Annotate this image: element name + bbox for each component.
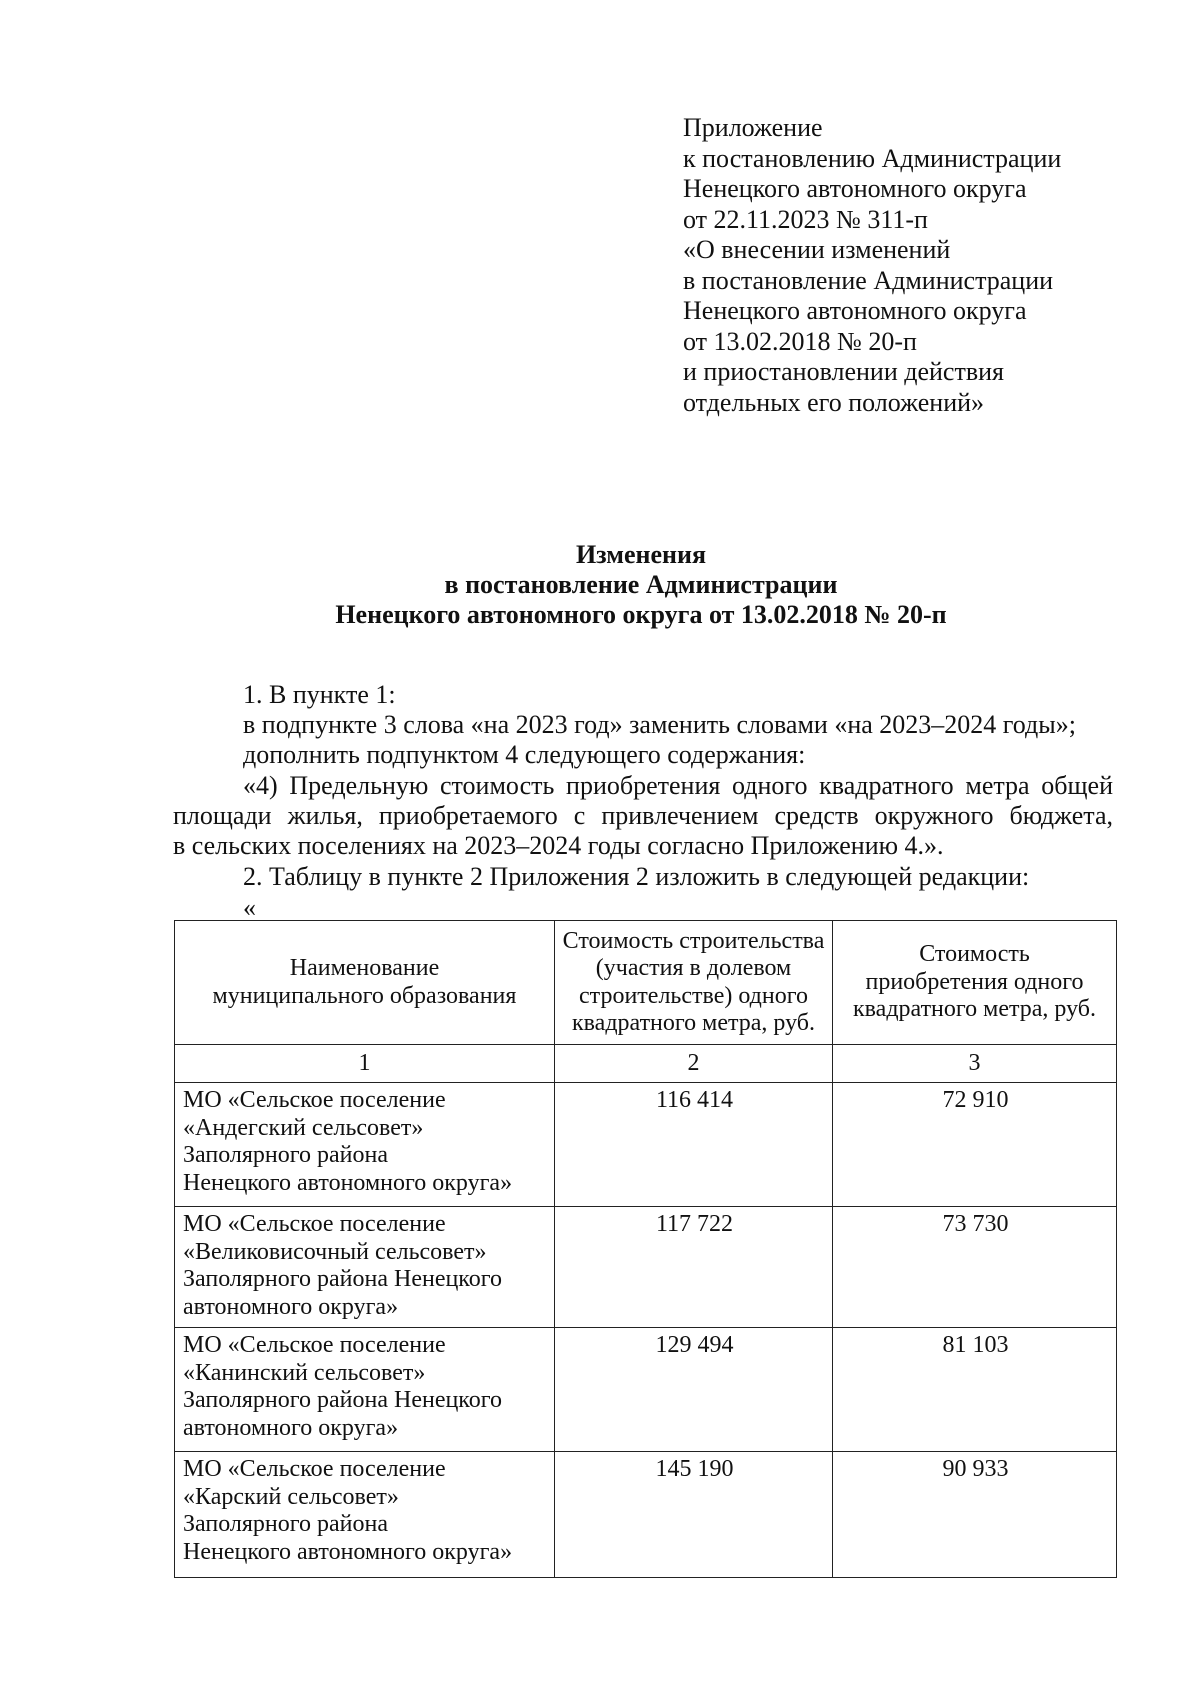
municipality-name: МО «Сельское поселение «Андегский сельсовет» Заполярного района Ненецкого автономного округа» — [175, 1083, 555, 1207]
paragraph-4-line-1: «4) Предельную стоимость приобретения одного квадратного метра общей — [243, 771, 1113, 800]
paragraph-4-line-3: в сельских поселениях на 2023–2024 годы согласно Приложению 4.». — [173, 831, 944, 860]
construction-cost: 116 414 — [555, 1083, 833, 1207]
header-construction-cost: Стоимость строительства (участия в долевом строительстве) одного квадратного метра, руб. — [555, 921, 833, 1045]
municipality-name: МО «Сельское поселение «Канинский сельсовет» Заполярного района Ненецкого автономного округа» — [175, 1328, 555, 1452]
title-line: в постановление Администрации — [444, 570, 838, 599]
annex-line: Приложение — [683, 113, 823, 142]
construction-cost: 117 722 — [555, 1207, 833, 1328]
purchase-cost: 72 910 — [833, 1083, 1117, 1207]
annex-line: Ненецкого автономного округа — [683, 296, 1027, 325]
annex-line: и приостановлении действия — [683, 357, 1004, 386]
purchase-cost: 81 103 — [833, 1328, 1117, 1452]
annex-line: в постановление Администрации — [683, 265, 1054, 295]
document-title — [0, 540, 1200, 630]
annex-line: от 13.02.2018 № 20-п — [683, 326, 917, 356]
annex-line: Ненецкого автономного округа — [683, 174, 1027, 203]
paragraph-4-line-2: площади жилья, приобретаемого с привлечением средств окружного бюджета, — [173, 801, 1113, 830]
title-line: Изменения — [575, 540, 707, 569]
municipality-name: МО «Сельское поселение «Великовисочный сельсовет» Заполярного района Ненецкого автономного округа» — [175, 1207, 555, 1328]
column-number-row — [175, 1045, 1117, 1083]
annex-block — [683, 113, 1061, 418]
paragraph-2: в подпункте 3 слова «на 2023 год» заменить словами «на 2023–2024 годы»; — [243, 710, 1076, 739]
purchase-cost: 73 730 — [833, 1207, 1117, 1328]
purchase-cost: 90 933 — [833, 1452, 1117, 1578]
column-number: 1 — [175, 1045, 555, 1083]
annex-line: «О внесении изменений — [683, 235, 951, 264]
table-row — [175, 1452, 1117, 1578]
header-purchase-cost: Стоимость приобретения одного квадратного метра, руб. — [833, 921, 1117, 1045]
table-row — [175, 1083, 1117, 1207]
quote-open-mark: « — [243, 893, 256, 922]
annex-line: отдельных его положений» — [683, 387, 985, 417]
column-number: 2 — [555, 1045, 833, 1083]
paragraph-1: 1. В пункте 1: — [243, 680, 396, 709]
table-header-row — [175, 921, 1117, 1045]
annex-line: от 22.11.2023 № 311-п — [683, 204, 928, 234]
construction-cost: 145 190 — [555, 1452, 833, 1578]
paragraph-3: дополнить подпунктом 4 следующего содержания: — [243, 740, 806, 769]
cost-table — [174, 920, 1117, 1578]
column-number: 3 — [833, 1045, 1117, 1083]
annex-line: к постановлению Администрации — [683, 143, 1062, 173]
table-row — [175, 1207, 1117, 1328]
construction-cost: 129 494 — [555, 1328, 833, 1452]
table-row — [175, 1328, 1117, 1452]
municipality-name: МО «Сельское поселение «Карский сельсовет» Заполярного района Ненецкого автономного округа» — [175, 1452, 555, 1578]
header-municipality: Наименование муниципального образования — [175, 921, 555, 1045]
title-line: Ненецкого автономного округа от 13.02.2018 № 20-п — [335, 600, 947, 629]
paragraph-5: 2. Таблицу в пункте 2 Приложения 2 изложить в следующей редакции: — [243, 862, 1030, 891]
